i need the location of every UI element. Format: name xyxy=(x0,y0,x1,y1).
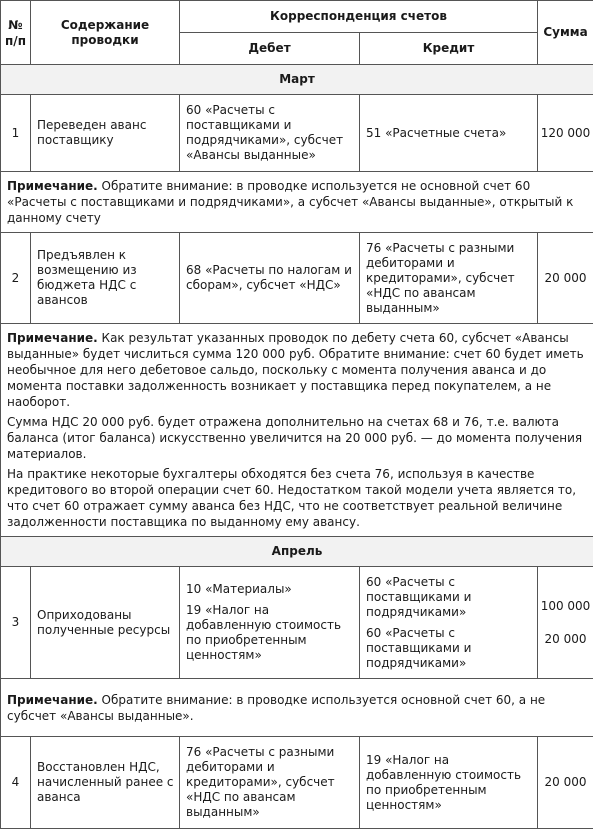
table-row xyxy=(1,233,593,324)
section-row-march xyxy=(1,65,593,95)
row-credit xyxy=(360,567,538,679)
row-num: 1 xyxy=(1,95,31,172)
table-row xyxy=(1,95,593,172)
credit-entry: 60 «Расчеты с поставщиками и подрядчиками» xyxy=(366,626,532,671)
note-row xyxy=(1,172,593,233)
debit-entry: 68 «Расчеты по налогам и сборам», субсчет «НДС» xyxy=(186,263,354,293)
row-credit xyxy=(360,233,538,324)
note-text: Обратите внимание: в проводке используется основной счет 60, а не субсчет «Авансы выданные». xyxy=(7,693,545,723)
note-label: Примечание. xyxy=(7,693,98,707)
header-correspondence: Корреспонденция счетов xyxy=(180,1,538,33)
note-2 xyxy=(1,324,593,537)
credit-entry: 51 «Расчетные счета» xyxy=(366,126,532,141)
section-march: Март xyxy=(1,65,593,95)
note-1 xyxy=(1,172,593,233)
row-sum: 20 000 xyxy=(538,233,593,324)
row-debit xyxy=(180,567,360,679)
header-sum: Сумма xyxy=(538,1,593,65)
header-debit: Дебет xyxy=(180,33,360,65)
row-debit xyxy=(180,95,360,172)
note-text: Как результат указанных проводок по дебету счета 60, субсчет «Авансы выданные» будет числиться сумма 120 000 руб. Обратите внимание: счет 60 будет иметь необычное для него дебетовое сальдо, поскольку с момента получения аванса и до момента поставки задолженность возникает у поставщика перед покупателем, а не наоборот. xyxy=(7,331,584,409)
note-text: Сумма НДС 20 000 руб. будет отражена дополнительно на счетах 68 и 76, т.е. валюта баланса (итог баланса) искусственно увеличится на 20 000 руб. — до момента получения материалов. xyxy=(7,414,587,462)
row-debit xyxy=(180,233,360,324)
note-label: Примечание. xyxy=(7,179,98,193)
row-sum: 20 000 xyxy=(538,737,593,829)
row-content: Восстановлен НДС, начисленный ранее с аванса xyxy=(31,737,180,829)
note-text: На практике некоторые бухгалтеры обходятся без счета 76, используя в качестве кредитового во второй операции счет 60. Недостатком такой модели учета является то, что счет 60 отражает сумму аванса без НДС, что не соответствует реальной величине задолженности поставщика по выданному ему авансу. xyxy=(7,466,587,530)
note-row xyxy=(1,324,593,537)
note-3 xyxy=(1,679,593,737)
row-num: 3 xyxy=(1,567,31,679)
sum-entry: 20 000 xyxy=(540,632,591,647)
row-sum xyxy=(538,567,593,679)
debit-entry: 19 «Налог на добавленную стоимость по приобретенным ценностям» xyxy=(186,603,354,663)
row-debit xyxy=(180,737,360,829)
note-label: Примечание. xyxy=(7,331,98,345)
header-credit: Кредит xyxy=(360,33,538,65)
header-content: Содержание проводки xyxy=(31,1,180,65)
row-content: Оприходованы полученные ресурсы xyxy=(31,567,180,679)
section-april: Апрель xyxy=(1,537,593,567)
row-content: Переведен аванс поставщику xyxy=(31,95,180,172)
row-num: 4 xyxy=(1,737,31,829)
debit-entry: 76 «Расчеты с разными дебиторами и кредиторами», субсчет «НДС по авансам выданным» xyxy=(186,745,354,820)
row-credit xyxy=(360,95,538,172)
row-credit xyxy=(360,737,538,829)
credit-entry: 76 «Расчеты с разными дебиторами и кредиторами», субсчет «НДС по авансам выданным» xyxy=(366,241,532,316)
credit-entry: 60 «Расчеты с поставщиками и подрядчиками» xyxy=(366,575,532,620)
row-num: 2 xyxy=(1,233,31,324)
note-row xyxy=(1,679,593,737)
header-row xyxy=(1,1,593,33)
section-row-april xyxy=(1,537,593,567)
debit-entry: 60 «Расчеты с поставщиками и подрядчиками», субсчет «Авансы выданные» xyxy=(186,103,354,163)
table-row xyxy=(1,567,593,679)
debit-entry: 10 «Материалы» xyxy=(186,582,354,597)
credit-entry: 19 «Налог на добавленную стоимость по приобретенным ценностям» xyxy=(366,753,532,813)
row-sum: 120 000 xyxy=(538,95,593,172)
header-num: № п/п xyxy=(1,1,31,65)
sum-entry: 100 000 xyxy=(540,599,591,614)
row-content: Предъявлен к возмещению из бюджета НДС с авансов xyxy=(31,233,180,324)
note-text: Обратите внимание: в проводке используется не основной счет 60 «Расчеты с поставщиками и подрядчиками», а субсчет «Авансы выданные», открытый к данному счету xyxy=(7,179,573,225)
table-row xyxy=(1,737,593,829)
